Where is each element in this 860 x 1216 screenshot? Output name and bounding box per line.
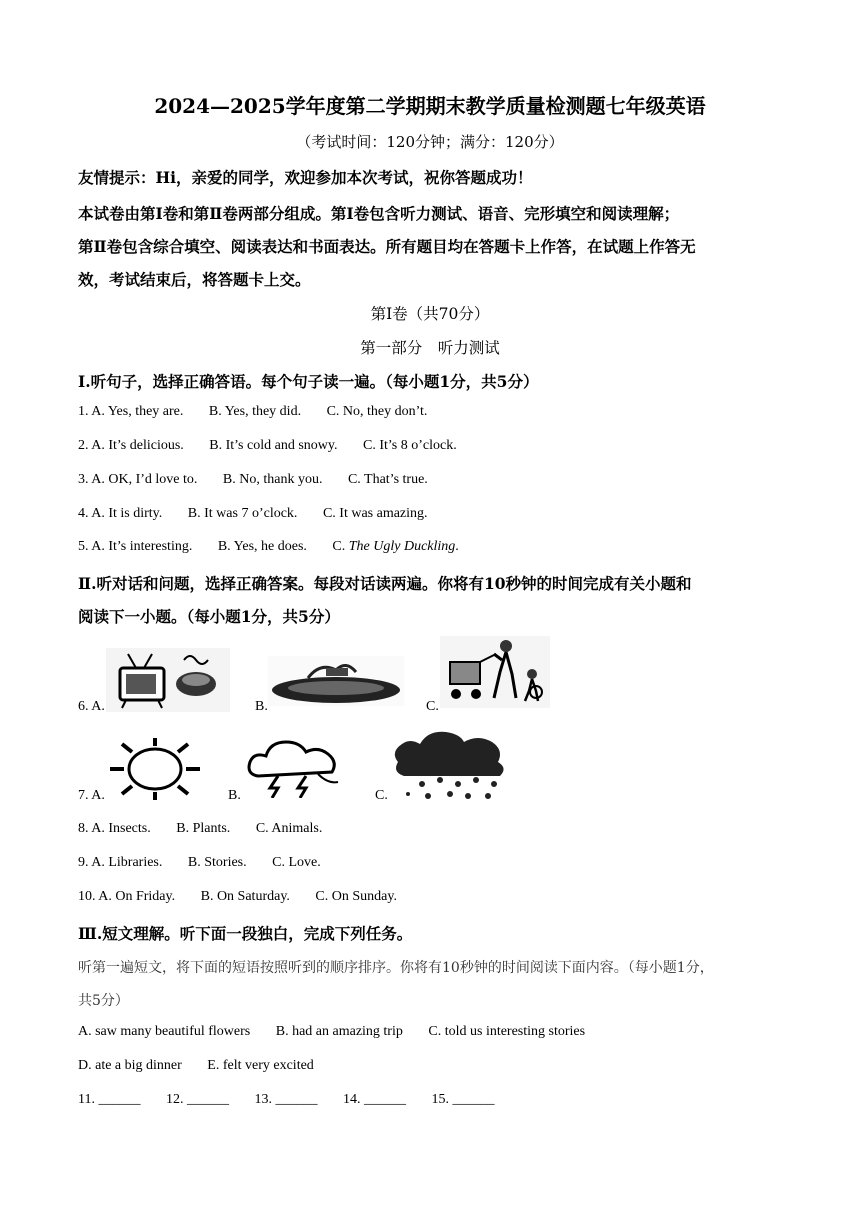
option-b: B. On Saturday. bbox=[200, 889, 290, 904]
question-2 bbox=[78, 438, 457, 454]
option-c-prefix: C. bbox=[332, 539, 349, 554]
intro-line-1: 本试卷由第Ⅰ卷和第Ⅱ卷两部分组成。第Ⅰ卷包含听力测试、语音、完形填空和阅读理解； bbox=[78, 204, 680, 223]
rain-cloud-icon bbox=[388, 728, 522, 802]
question-number: 10. bbox=[78, 889, 96, 904]
option-b: B. Yes, they did. bbox=[208, 404, 302, 419]
lake-boat-icon bbox=[268, 656, 404, 706]
phrase-e: E. felt very excited bbox=[207, 1058, 314, 1073]
q6-label-b: B. bbox=[255, 699, 268, 714]
phrase-a: A. saw many beautiful flowers bbox=[78, 1024, 251, 1039]
blank-14[interactable]: 14. ______ bbox=[342, 1092, 406, 1107]
friendly-tip: 友情提示：Hi，亲爱的同学，欢迎参加本次考试，祝你答题成功！ bbox=[78, 168, 533, 187]
phrase-d: D. ate a big dinner bbox=[78, 1058, 182, 1073]
q6-label-c: C. bbox=[426, 699, 439, 714]
blank-11[interactable]: 11. ______ bbox=[78, 1092, 141, 1107]
option-c bbox=[332, 539, 458, 554]
option-c: C. Love. bbox=[272, 855, 321, 870]
q7-label-b: B. bbox=[228, 788, 241, 803]
option-b: B. No, thank you. bbox=[222, 472, 323, 487]
option-b: B. It was 7 o’clock. bbox=[187, 506, 298, 521]
question-8 bbox=[78, 821, 322, 837]
question-number: 9. bbox=[78, 855, 89, 870]
option-b: B. Stories. bbox=[187, 855, 247, 870]
option-c: C. That’s true. bbox=[347, 472, 428, 487]
exam-subtitle: （考试时间：120分钟；满分：120分） bbox=[296, 133, 564, 151]
book-title: The Ugly Duckling bbox=[348, 539, 456, 554]
question-number: 1. bbox=[78, 404, 89, 419]
phrase-c: C. told us interesting stories bbox=[428, 1024, 586, 1039]
option-a: A. It’s interesting. bbox=[91, 539, 193, 554]
question-number: 4. bbox=[78, 506, 89, 521]
question-10 bbox=[78, 889, 397, 905]
option-a: A. It is dirty. bbox=[91, 506, 163, 521]
option-a: A. Yes, they are. bbox=[91, 404, 184, 419]
option-a: A. Libraries. bbox=[91, 855, 163, 870]
blank-13[interactable]: 13. ______ bbox=[254, 1092, 318, 1107]
part-title: 第一部分 听力测试 bbox=[360, 339, 500, 357]
option-c: C. It’s 8 o’clock. bbox=[362, 438, 457, 453]
volume-title: 第Ⅰ卷（共70分） bbox=[370, 305, 490, 323]
option-a: A. OK, I’d love to. bbox=[91, 472, 198, 487]
phrase-b: B. had an amazing trip bbox=[275, 1024, 403, 1039]
question-1 bbox=[78, 404, 427, 420]
option-c: C. No, they don’t. bbox=[326, 404, 428, 419]
question-9 bbox=[78, 855, 321, 871]
question-number: 8. bbox=[78, 821, 89, 836]
option-c: C. It was amazing. bbox=[322, 506, 428, 521]
option-b: B. It’s cold and snowy. bbox=[209, 438, 338, 453]
section2-heading-line-1: Ⅱ.听对话和问题，选择正确答案。每段对话读两遍。你将有10秒钟的时间完成有关小题和 bbox=[78, 574, 692, 593]
thunderstorm-cloud-icon bbox=[244, 740, 350, 798]
shopping-cart-family-icon bbox=[440, 636, 550, 708]
section3-heading: Ⅲ.短文理解。听下面一段独白，完成下列任务。 bbox=[78, 924, 413, 943]
option-b: B. Plants. bbox=[176, 821, 231, 836]
section3-instruction-line-2: 共5分） bbox=[78, 993, 129, 1009]
q7-label-c: C. bbox=[375, 788, 388, 803]
option-c: C. Animals. bbox=[255, 821, 323, 836]
section3-instruction-line-1: 听第一遍短文，将下面的短语按照听到的顺序排序。你将有10秒钟的时间阅读下面内容。（每小题1分， bbox=[78, 960, 714, 976]
question-5 bbox=[78, 539, 459, 555]
section2-heading-line-2: 阅读下一小题。（每小题1分，共5分） bbox=[78, 607, 340, 626]
q6-label-a: 6. A. bbox=[78, 699, 105, 714]
option-a: A. On Friday. bbox=[98, 889, 176, 904]
section1-heading: Ⅰ.听句子，选择正确答语。每个句子读一遍。（每小题1分，共5分） bbox=[78, 372, 539, 391]
question-number: 2. bbox=[78, 438, 89, 453]
option-c-suffix: . bbox=[455, 539, 459, 554]
question-3 bbox=[78, 472, 428, 488]
tv-and-stove-icon bbox=[106, 648, 230, 712]
blank-15[interactable]: 15. ______ bbox=[431, 1092, 495, 1107]
option-b: B. Yes, he does. bbox=[217, 539, 307, 554]
phrase-row-1 bbox=[78, 1024, 585, 1040]
question-number: 3. bbox=[78, 472, 89, 487]
question-number: 5. bbox=[78, 539, 89, 554]
q7-label-a: 7. A. bbox=[78, 788, 105, 803]
answer-blanks bbox=[78, 1092, 494, 1108]
option-a: A. It’s delicious. bbox=[91, 438, 184, 453]
question-4 bbox=[78, 506, 428, 522]
exam-title: 2024—2025学年度第二学期期末教学质量检测题七年级英语 bbox=[154, 94, 706, 118]
intro-line-3: 效，考试结束后，将答题卡上交。 bbox=[78, 270, 311, 289]
option-a: A. Insects. bbox=[91, 821, 151, 836]
intro-line-2: 第Ⅱ卷包含综合填空、阅读表达和书面表达。所有题目均在答题卡上作答，在试题上作答无 bbox=[78, 237, 696, 256]
option-c: C. On Sunday. bbox=[315, 889, 397, 904]
sun-icon bbox=[110, 738, 200, 800]
phrase-row-2 bbox=[78, 1058, 314, 1074]
blank-12[interactable]: 12. ______ bbox=[165, 1092, 229, 1107]
